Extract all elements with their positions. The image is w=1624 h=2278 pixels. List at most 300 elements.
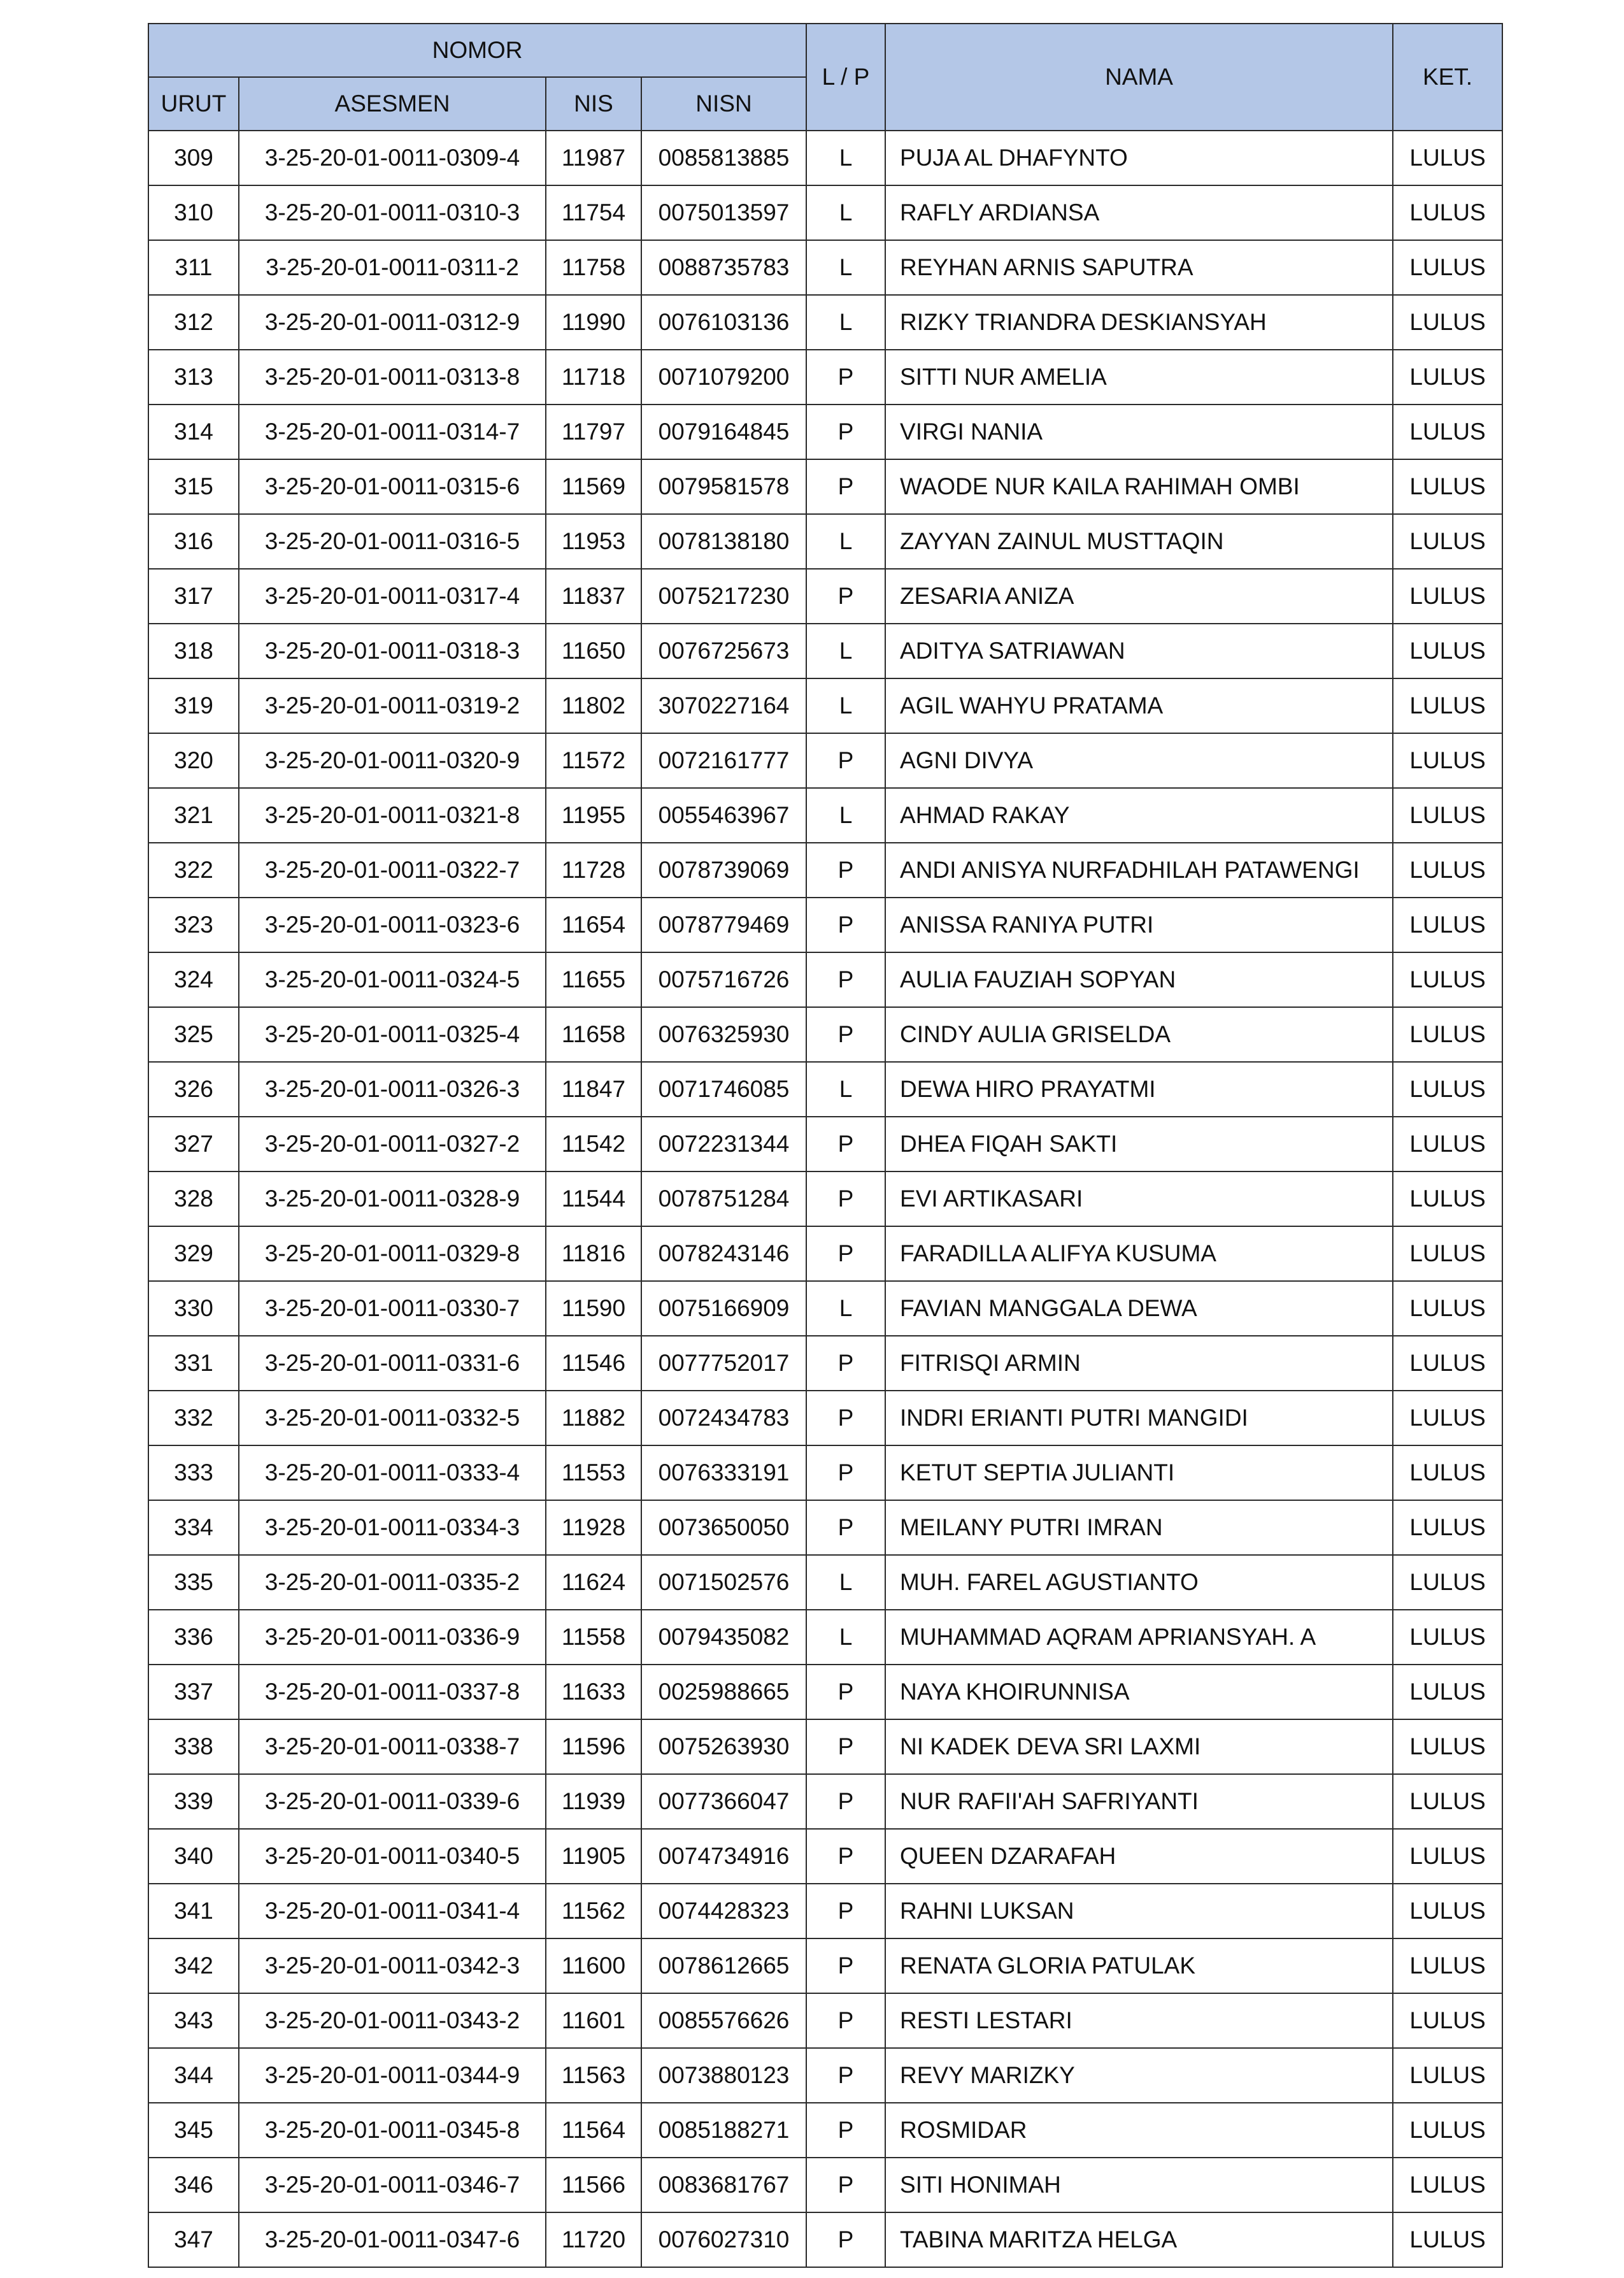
cell-nis: 11563	[546, 2048, 641, 2103]
cell-asesmen: 3-25-20-01-0011-0331-6	[239, 1336, 546, 1391]
cell-nis: 11658	[546, 1007, 641, 1062]
table-row	[148, 240, 1502, 295]
cell-nis: 11650	[546, 624, 641, 678]
cell-lp: L	[806, 1610, 885, 1665]
cell-nama: RAFLY ARDIANSA	[885, 185, 1393, 240]
header-asesmen: ASESMEN	[239, 77, 546, 131]
cell-nama: RESTI LESTARI	[885, 1993, 1393, 2048]
cell-nis: 11566	[546, 2158, 641, 2212]
cell-ket: LULUS	[1393, 295, 1502, 350]
cell-nisn: 0078751284	[641, 1171, 806, 1226]
table-row	[148, 1226, 1502, 1281]
cell-nisn: 0077366047	[641, 1774, 806, 1829]
cell-asesmen: 3-25-20-01-0011-0333-4	[239, 1445, 546, 1500]
cell-nama: TABINA MARITZA HELGA	[885, 2212, 1393, 2267]
cell-nis: 11544	[546, 1171, 641, 1226]
cell-nama: DHEA FIQAH SAKTI	[885, 1117, 1393, 1171]
cell-lp: P	[806, 2212, 885, 2267]
cell-nisn: 0074734916	[641, 1829, 806, 1884]
cell-nisn: 0071746085	[641, 1062, 806, 1117]
cell-nama: ANISSA RANIYA PUTRI	[885, 898, 1393, 952]
cell-asesmen: 3-25-20-01-0011-0340-5	[239, 1829, 546, 1884]
cell-ket: LULUS	[1393, 1391, 1502, 1445]
cell-lp: P	[806, 843, 885, 898]
cell-nisn: 0078243146	[641, 1226, 806, 1281]
cell-ket: LULUS	[1393, 733, 1502, 788]
cell-nis: 11816	[546, 1226, 641, 1281]
header-nama: NAMA	[885, 24, 1393, 131]
cell-lp: L	[806, 1555, 885, 1610]
cell-nama: FITRISQI ARMIN	[885, 1336, 1393, 1391]
cell-nisn: 0085576626	[641, 1993, 806, 2048]
cell-urut: 315	[148, 459, 239, 514]
cell-urut: 337	[148, 1665, 239, 1719]
cell-lp: P	[806, 405, 885, 459]
cell-ket: LULUS	[1393, 1719, 1502, 1774]
cell-lp: P	[806, 569, 885, 624]
cell-nisn: 0075263930	[641, 1719, 806, 1774]
cell-lp: L	[806, 624, 885, 678]
cell-urut: 314	[148, 405, 239, 459]
cell-urut: 343	[148, 1993, 239, 2048]
cell-nisn: 0073880123	[641, 2048, 806, 2103]
cell-nama: REVY MARIZKY	[885, 2048, 1393, 2103]
cell-nisn: 0072434783	[641, 1391, 806, 1445]
cell-nama: VIRGI NANIA	[885, 405, 1393, 459]
cell-asesmen: 3-25-20-01-0011-0309-4	[239, 131, 546, 185]
cell-nis: 11553	[546, 1445, 641, 1500]
table-row	[148, 1117, 1502, 1171]
cell-nama: CINDY AULIA GRISELDA	[885, 1007, 1393, 1062]
cell-urut: 327	[148, 1117, 239, 1171]
cell-urut: 311	[148, 240, 239, 295]
cell-urut: 316	[148, 514, 239, 569]
cell-nis: 11837	[546, 569, 641, 624]
cell-nisn: 0085813885	[641, 131, 806, 185]
cell-nama: AGIL WAHYU PRATAMA	[885, 678, 1393, 733]
cell-ket: LULUS	[1393, 898, 1502, 952]
cell-nisn: 0072231344	[641, 1117, 806, 1171]
cell-urut: 329	[148, 1226, 239, 1281]
header-nomor: NOMOR	[148, 24, 806, 77]
cell-urut: 313	[148, 350, 239, 405]
table-row	[148, 1171, 1502, 1226]
cell-nis: 11590	[546, 1281, 641, 1336]
cell-nis: 11939	[546, 1774, 641, 1829]
cell-lp: P	[806, 952, 885, 1007]
cell-urut: 328	[148, 1171, 239, 1226]
cell-nisn: 0075217230	[641, 569, 806, 624]
header-urut: URUT	[148, 77, 239, 131]
cell-nama: WAODE NUR KAILA RAHIMAH OMBI	[885, 459, 1393, 514]
cell-nisn: 0076325930	[641, 1007, 806, 1062]
cell-asesmen: 3-25-20-01-0011-0342-3	[239, 1938, 546, 1993]
cell-nama: NAYA KHOIRUNNISA	[885, 1665, 1393, 1719]
cell-lp: P	[806, 1665, 885, 1719]
cell-urut: 319	[148, 678, 239, 733]
cell-nisn: 0078612665	[641, 1938, 806, 1993]
cell-nama: SITTI NUR AMELIA	[885, 350, 1393, 405]
cell-ket: LULUS	[1393, 1774, 1502, 1829]
table-row	[148, 295, 1502, 350]
cell-ket: LULUS	[1393, 1007, 1502, 1062]
table-row	[148, 459, 1502, 514]
cell-asesmen: 3-25-20-01-0011-0326-3	[239, 1062, 546, 1117]
cell-lp: P	[806, 1226, 885, 1281]
cell-lp: L	[806, 240, 885, 295]
cell-urut: 339	[148, 1774, 239, 1829]
cell-nisn: 0075716726	[641, 952, 806, 1007]
table-row	[148, 1774, 1502, 1829]
cell-nisn: 0085188271	[641, 2103, 806, 2158]
cell-nis: 11572	[546, 733, 641, 788]
table-row	[148, 1993, 1502, 2048]
cell-ket: LULUS	[1393, 1336, 1502, 1391]
cell-asesmen: 3-25-20-01-0011-0320-9	[239, 733, 546, 788]
cell-urut: 334	[148, 1500, 239, 1555]
header-ket: KET.	[1393, 24, 1502, 131]
cell-nisn: 0078779469	[641, 898, 806, 952]
cell-nisn: 0079581578	[641, 459, 806, 514]
cell-urut: 322	[148, 843, 239, 898]
cell-nisn: 0078138180	[641, 514, 806, 569]
cell-asesmen: 3-25-20-01-0011-0334-3	[239, 1500, 546, 1555]
cell-urut: 321	[148, 788, 239, 843]
cell-nis: 11601	[546, 1993, 641, 2048]
table-row	[148, 624, 1502, 678]
cell-nisn: 0077752017	[641, 1336, 806, 1391]
cell-ket: LULUS	[1393, 1445, 1502, 1500]
cell-nisn: 0071079200	[641, 350, 806, 405]
cell-lp: P	[806, 1719, 885, 1774]
cell-ket: LULUS	[1393, 1884, 1502, 1938]
cell-nis: 11654	[546, 898, 641, 952]
cell-asesmen: 3-25-20-01-0011-0318-3	[239, 624, 546, 678]
cell-ket: LULUS	[1393, 1171, 1502, 1226]
cell-nis: 11797	[546, 405, 641, 459]
cell-nama: SITI HONIMAH	[885, 2158, 1393, 2212]
cell-lp: L	[806, 1062, 885, 1117]
cell-nama: KETUT SEPTIA JULIANTI	[885, 1445, 1393, 1500]
cell-nisn: 0083681767	[641, 2158, 806, 2212]
table-row	[148, 1391, 1502, 1445]
cell-asesmen: 3-25-20-01-0011-0341-4	[239, 1884, 546, 1938]
cell-nama: INDRI ERIANTI PUTRI MANGIDI	[885, 1391, 1393, 1445]
table-row	[148, 898, 1502, 952]
table-row	[148, 350, 1502, 405]
cell-nis: 11847	[546, 1062, 641, 1117]
cell-ket: LULUS	[1393, 569, 1502, 624]
table-row	[148, 185, 1502, 240]
cell-nisn: 0074428323	[641, 1884, 806, 1938]
cell-nama: ADITYA SATRIAWAN	[885, 624, 1393, 678]
cell-urut: 345	[148, 2103, 239, 2158]
cell-nis: 11558	[546, 1610, 641, 1665]
cell-urut: 338	[148, 1719, 239, 1774]
cell-urut: 344	[148, 2048, 239, 2103]
header-nisn: NISN	[641, 77, 806, 131]
cell-nama: RAHNI LUKSAN	[885, 1884, 1393, 1938]
cell-nisn: 0076103136	[641, 295, 806, 350]
cell-nama: NUR RAFII'AH SAFRIYANTI	[885, 1774, 1393, 1829]
table-row	[148, 952, 1502, 1007]
cell-lp: P	[806, 1171, 885, 1226]
cell-nis: 11546	[546, 1336, 641, 1391]
cell-lp: L	[806, 678, 885, 733]
cell-asesmen: 3-25-20-01-0011-0330-7	[239, 1281, 546, 1336]
table-row	[148, 733, 1502, 788]
cell-nis: 11600	[546, 1938, 641, 1993]
cell-asesmen: 3-25-20-01-0011-0343-2	[239, 1993, 546, 2048]
cell-urut: 320	[148, 733, 239, 788]
cell-asesmen: 3-25-20-01-0011-0346-7	[239, 2158, 546, 2212]
cell-asesmen: 3-25-20-01-0011-0314-7	[239, 405, 546, 459]
cell-nama: REYHAN ARNIS SAPUTRA	[885, 240, 1393, 295]
cell-asesmen: 3-25-20-01-0011-0325-4	[239, 1007, 546, 1062]
cell-asesmen: 3-25-20-01-0011-0311-2	[239, 240, 546, 295]
cell-nisn: 0076333191	[641, 1445, 806, 1500]
cell-ket: LULUS	[1393, 185, 1502, 240]
cell-urut: 333	[148, 1445, 239, 1500]
cell-nis: 11987	[546, 131, 641, 185]
cell-nis: 11542	[546, 1117, 641, 1171]
cell-urut: 312	[148, 295, 239, 350]
cell-nama: AGNI DIVYA	[885, 733, 1393, 788]
cell-asesmen: 3-25-20-01-0011-0336-9	[239, 1610, 546, 1665]
cell-urut: 324	[148, 952, 239, 1007]
cell-urut: 323	[148, 898, 239, 952]
cell-ket: LULUS	[1393, 1226, 1502, 1281]
cell-ket: LULUS	[1393, 459, 1502, 514]
cell-nis: 11728	[546, 843, 641, 898]
cell-lp: L	[806, 514, 885, 569]
cell-asesmen: 3-25-20-01-0011-0337-8	[239, 1665, 546, 1719]
cell-ket: LULUS	[1393, 678, 1502, 733]
cell-ket: LULUS	[1393, 624, 1502, 678]
table-row	[148, 1062, 1502, 1117]
cell-asesmen: 3-25-20-01-0011-0322-7	[239, 843, 546, 898]
cell-nisn: 0079435082	[641, 1610, 806, 1665]
table-row	[148, 1665, 1502, 1719]
cell-urut: 317	[148, 569, 239, 624]
cell-lp: P	[806, 2048, 885, 2103]
cell-asesmen: 3-25-20-01-0011-0344-9	[239, 2048, 546, 2103]
cell-urut: 346	[148, 2158, 239, 2212]
cell-urut: 332	[148, 1391, 239, 1445]
cell-nisn: 0025988665	[641, 1665, 806, 1719]
cell-ket: LULUS	[1393, 1610, 1502, 1665]
cell-asesmen: 3-25-20-01-0011-0338-7	[239, 1719, 546, 1774]
cell-nisn: 0076725673	[641, 624, 806, 678]
table-row	[148, 843, 1502, 898]
table-row	[148, 1281, 1502, 1336]
cell-ket: LULUS	[1393, 1062, 1502, 1117]
cell-asesmen: 3-25-20-01-0011-0329-8	[239, 1226, 546, 1281]
cell-nisn: 0071502576	[641, 1555, 806, 1610]
header-nis: NIS	[546, 77, 641, 131]
cell-nama: ANDI ANISYA NURFADHILAH PATAWENGI	[885, 843, 1393, 898]
cell-ket: LULUS	[1393, 952, 1502, 1007]
cell-lp: L	[806, 1281, 885, 1336]
cell-nisn: 0088735783	[641, 240, 806, 295]
cell-lp: P	[806, 1774, 885, 1829]
cell-nis: 11562	[546, 1884, 641, 1938]
cell-asesmen: 3-25-20-01-0011-0319-2	[239, 678, 546, 733]
cell-nama: MUH. FAREL AGUSTIANTO	[885, 1555, 1393, 1610]
cell-urut: 331	[148, 1336, 239, 1391]
cell-asesmen: 3-25-20-01-0011-0345-8	[239, 2103, 546, 2158]
cell-urut: 330	[148, 1281, 239, 1336]
cell-asesmen: 3-25-20-01-0011-0316-5	[239, 514, 546, 569]
cell-nama: FARADILLA ALIFYA KUSUMA	[885, 1226, 1393, 1281]
cell-nama: ROSMIDAR	[885, 2103, 1393, 2158]
cell-lp: P	[806, 733, 885, 788]
cell-urut: 310	[148, 185, 239, 240]
cell-lp: P	[806, 1829, 885, 1884]
cell-ket: LULUS	[1393, 1993, 1502, 2048]
cell-urut: 309	[148, 131, 239, 185]
table-row	[148, 1884, 1502, 1938]
cell-ket: LULUS	[1393, 1500, 1502, 1555]
cell-lp: P	[806, 898, 885, 952]
cell-ket: LULUS	[1393, 1555, 1502, 1610]
cell-asesmen: 3-25-20-01-0011-0328-9	[239, 1171, 546, 1226]
cell-nis: 11569	[546, 459, 641, 514]
cell-nisn: 0079164845	[641, 405, 806, 459]
cell-nis: 11655	[546, 952, 641, 1007]
cell-urut: 318	[148, 624, 239, 678]
cell-nama: NI KADEK DEVA SRI LAXMI	[885, 1719, 1393, 1774]
cell-nis: 11624	[546, 1555, 641, 1610]
cell-nama: ZAYYAN ZAINUL MUSTTAQIN	[885, 514, 1393, 569]
cell-urut: 342	[148, 1938, 239, 1993]
cell-ket: LULUS	[1393, 2103, 1502, 2158]
table-row	[148, 1555, 1502, 1610]
cell-nis: 11596	[546, 1719, 641, 1774]
cell-nis: 11720	[546, 2212, 641, 2267]
cell-ket: LULUS	[1393, 2212, 1502, 2267]
document-page	[148, 23, 1502, 2268]
cell-nisn: 0076027310	[641, 2212, 806, 2267]
cell-ket: LULUS	[1393, 1665, 1502, 1719]
cell-lp: P	[806, 2103, 885, 2158]
cell-nama: MEILANY PUTRI IMRAN	[885, 1500, 1393, 1555]
table-row	[148, 788, 1502, 843]
cell-nama: AULIA FAUZIAH SOPYAN	[885, 952, 1393, 1007]
table-row	[148, 514, 1502, 569]
cell-urut: 336	[148, 1610, 239, 1665]
cell-urut: 341	[148, 1884, 239, 1938]
cell-ket: LULUS	[1393, 405, 1502, 459]
table-row	[148, 1719, 1502, 1774]
cell-ket: LULUS	[1393, 1938, 1502, 1993]
cell-ket: LULUS	[1393, 131, 1502, 185]
cell-nis: 11928	[546, 1500, 641, 1555]
cell-ket: LULUS	[1393, 514, 1502, 569]
table-header	[148, 24, 1502, 131]
cell-asesmen: 3-25-20-01-0011-0347-6	[239, 2212, 546, 2267]
table-row	[148, 1445, 1502, 1500]
table-row	[148, 1938, 1502, 1993]
cell-asesmen: 3-25-20-01-0011-0312-9	[239, 295, 546, 350]
cell-urut: 335	[148, 1555, 239, 1610]
cell-ket: LULUS	[1393, 843, 1502, 898]
cell-nisn: 3070227164	[641, 678, 806, 733]
cell-lp: P	[806, 1391, 885, 1445]
cell-nama: QUEEN DZARAFAH	[885, 1829, 1393, 1884]
cell-nama: RENATA GLORIA PATULAK	[885, 1938, 1393, 1993]
cell-lp: P	[806, 1117, 885, 1171]
table-row	[148, 678, 1502, 733]
table-row	[148, 131, 1502, 185]
cell-lp: L	[806, 788, 885, 843]
table-row	[148, 1610, 1502, 1665]
cell-ket: LULUS	[1393, 240, 1502, 295]
cell-nis: 11754	[546, 185, 641, 240]
cell-asesmen: 3-25-20-01-0011-0313-8	[239, 350, 546, 405]
cell-lp: P	[806, 1007, 885, 1062]
cell-nisn: 0073650050	[641, 1500, 806, 1555]
cell-asesmen: 3-25-20-01-0011-0332-5	[239, 1391, 546, 1445]
table-row	[148, 2103, 1502, 2158]
cell-asesmen: 3-25-20-01-0011-0317-4	[239, 569, 546, 624]
table-body	[148, 131, 1502, 2267]
cell-ket: LULUS	[1393, 350, 1502, 405]
table-row	[148, 1500, 1502, 1555]
cell-nisn: 0072161777	[641, 733, 806, 788]
table-row	[148, 2048, 1502, 2103]
cell-asesmen: 3-25-20-01-0011-0321-8	[239, 788, 546, 843]
cell-asesmen: 3-25-20-01-0011-0324-5	[239, 952, 546, 1007]
cell-ket: LULUS	[1393, 1117, 1502, 1171]
cell-nis: 11990	[546, 295, 641, 350]
table-row	[148, 405, 1502, 459]
cell-nama: DEWA HIRO PRAYATMI	[885, 1062, 1393, 1117]
cell-nisn: 0078739069	[641, 843, 806, 898]
cell-lp: P	[806, 1336, 885, 1391]
cell-asesmen: 3-25-20-01-0011-0327-2	[239, 1117, 546, 1171]
table-row	[148, 2158, 1502, 2212]
table-row	[148, 1336, 1502, 1391]
cell-lp: P	[806, 1445, 885, 1500]
cell-ket: LULUS	[1393, 2158, 1502, 2212]
cell-asesmen: 3-25-20-01-0011-0323-6	[239, 898, 546, 952]
cell-nama: PUJA AL DHAFYNTO	[885, 131, 1393, 185]
cell-nis: 11758	[546, 240, 641, 295]
table-row	[148, 2212, 1502, 2267]
cell-nisn: 0075013597	[641, 185, 806, 240]
cell-lp: L	[806, 295, 885, 350]
cell-asesmen: 3-25-20-01-0011-0315-6	[239, 459, 546, 514]
cell-nama: EVI ARTIKASARI	[885, 1171, 1393, 1226]
cell-nis: 11882	[546, 1391, 641, 1445]
cell-lp: P	[806, 2158, 885, 2212]
cell-lp: P	[806, 459, 885, 514]
cell-urut: 340	[148, 1829, 239, 1884]
cell-lp: L	[806, 131, 885, 185]
cell-nisn: 0075166909	[641, 1281, 806, 1336]
cell-ket: LULUS	[1393, 1829, 1502, 1884]
cell-nama: RIZKY TRIANDRA DESKIANSYAH	[885, 295, 1393, 350]
cell-lp: L	[806, 185, 885, 240]
table-row	[148, 1829, 1502, 1884]
cell-nis: 11564	[546, 2103, 641, 2158]
cell-lp: P	[806, 1938, 885, 1993]
header-lp: L / P	[806, 24, 885, 131]
cell-nis: 11802	[546, 678, 641, 733]
cell-urut: 325	[148, 1007, 239, 1062]
cell-nis: 11955	[546, 788, 641, 843]
